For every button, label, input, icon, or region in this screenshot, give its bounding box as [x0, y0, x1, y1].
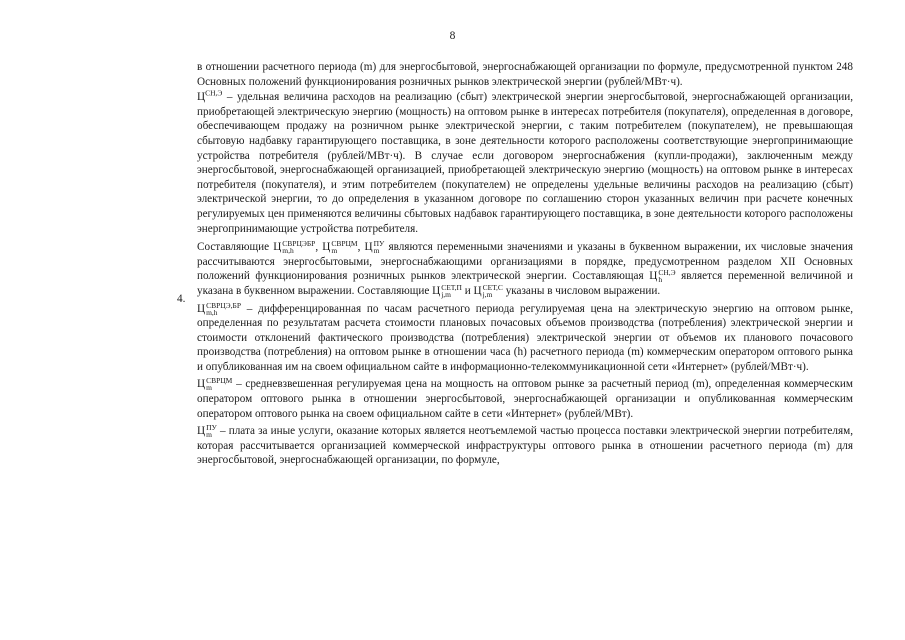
- paragraph-pu: Ц ПУ m – плата за иные услуги, оказание которых является неотъемлемой частью процесса поставки электрической энергии потребителям, которая рассчитывается организацией коммерческой инфраструктуры оптового рынка в отношении расчетного периода (m) для энергосбытовой, энергоснабжающей организации, по формуле,: [197, 423, 853, 467]
- paragraph-components: Составляющие Ц СВРЦЭБР m,h , Ц СВРЦМ m , Ц ПУ m являются переменными значениями и указаны в буквенном выражении, их числовые значения рассчитываются энергосбытовыми, энергоснабжающими организациями в порядке, предусмотренном разделом XII Основных положений функционирования розничных рынков электрической энергии. Составляющая Ц СН,Э h является переменной величиной и указана в буквенном выражении. Составляющие Ц СЕТ,П j,m и Ц СЕТ,С j,m указаны в числовом выражении.: [197, 239, 853, 299]
- paragraph-sn-e: $Ц^{СН,Э}$ – удельная величина расходов на реализацию (сбыт) электрической энергии энергосбытовой, энергоснабжающей организации, приобретающей электрическую энергию (мощность) на оптовом рынке в интересах потребителя (покупателя), определенная в договоре, обеспечивающем продажу на розничном рынке электрической энергии, с таким потребителем (покупателем), не превышающая сбытовую надбавку гарантирующего поставщика, в зоне деятельности которого расположены соответствующие энергопринимающие устройства потребителя (рублей/МВт·ч). В случае если договором энергоснабжения (купли-продажи), заключенным между энергосбытовой, энергоснабжающей организацией, приобретающей электрическую энергию (мощность) на оптовом рынке в интересах потребителя (покупателя), и этим потребителем (покупателем) не определены удельные величины расходов на реализацию (сбыт) электрической энергии, то до определения в указанном договоре по соглашению сторон указанных величин при расчете конечных регулируемых цен применяются величины сбытовых надбавок гарантирующего поставщика, в зоне деятельности которого расположены энергопринимающие устройства потребителя.: [197, 88, 853, 235]
- paragraph-svrcm: Ц СВРЦМ m – средневзвешенная регулируемая цена на мощность на оптовом рынке за расчетный период (m), определенная коммерческим оператором оптового рынка в отношении энергосбытовой, энергоснабжающей организации и опубликованная коммерческим оператором оптового рынка на своем официальном сайте в сети «Интернет» (рублей/МВт).: [197, 376, 853, 420]
- symbol-c-pu-def: Ц ПУ m: [197, 423, 217, 440]
- symbol-c-svrcm: Ц СВРЦМ m: [322, 239, 358, 256]
- paragraph-svrce-br: Ц СВРЦЭ,БР m,h – дифференцированная по часам расчетного периода регулируемая цена на электрическую энергию на оптовом рынке, определенная по результатам расчета стоимости плановых почасовых объемов производства (потребления) электрической энергии и стоимости отклонений фактического производства (потребления) электрической энергии от объемов их планового почасового производства (потребления) на оптовом рынке в отношении часа (h) расчетного периода (m) коммерческим оператором оптового рынка и опубликованная им на своем официальном сайте в информационно-телекоммуникационной сети «Интернет» (рублей/МВт·ч).: [197, 300, 853, 373]
- symbol-c-sn-e: $Ц^{СН,Э}$: [197, 88, 223, 104]
- document-body: [197, 60, 853, 468]
- symbol-c-svrcm-def: Ц СВРЦМ m: [197, 376, 233, 393]
- symbol-c-svrce-br: Ц СВРЦЭ,БР m,h: [197, 300, 241, 317]
- symbol-c-svrcebr: Ц СВРЦЭБР m,h: [273, 239, 316, 256]
- symbol-c-sn-e-h: Ц СН,Э h: [649, 268, 676, 285]
- page-number: 8: [449, 30, 456, 42]
- symbol-c-pu: Ц ПУ m: [364, 239, 385, 256]
- list-number: 4.: [177, 293, 186, 305]
- symbol-c-set-p: Ц СЕТ,П j,m: [432, 282, 462, 299]
- paragraph-intro: в отношении расчетного периода (m) для энергосбытовой, энергоснабжающей организации по формуле, предусмотренной пунктом 248 Основных положений функционирования розничных рынков электрической энергии (рублей/МВт·ч).: [197, 61, 853, 88]
- symbol-c-set-c: Ц СЕТ,С j,m: [473, 282, 503, 299]
